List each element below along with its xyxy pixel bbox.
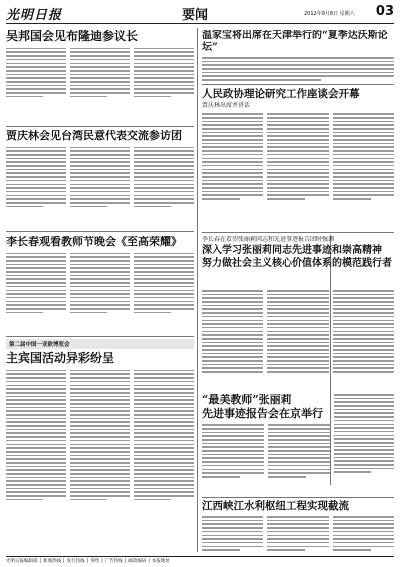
article-headline: 贾庆林会见台湾民意代表交流参访团 (6, 130, 182, 142)
article-headline: 人民政协理论研究工作座谈会开幕 (202, 88, 360, 100)
article-divider (202, 232, 394, 233)
article-cppcc-symposium (202, 88, 394, 230)
article-headline: 江西峡江水利枢纽工程实现截流 (202, 500, 349, 512)
newspaper-logo: 光明日报 (6, 8, 63, 23)
expo-box-title: 第二届中国一亚欧博览会 (6, 339, 194, 349)
article-headline: 吴邦国会见布隆迪参议长 (6, 30, 139, 43)
article-headline-line1: “最美教师”张丽莉 (202, 394, 292, 406)
article-body (6, 48, 194, 100)
article-subhead: 贾庆林出席并讲话 (202, 102, 251, 110)
article-body (202, 57, 394, 82)
article-jiangxi-hydro (202, 500, 394, 552)
article-wu-bangguo (6, 30, 194, 122)
column-divider (197, 28, 198, 552)
article-headline-line2: 努力做社会主义核心价值体系的模范践行者 (202, 257, 392, 269)
article-body (6, 370, 194, 503)
article-divider (6, 336, 194, 337)
article-body (6, 253, 194, 316)
article-kicker: 李长春在看望张丽莉同志和先进事迹报告团时强调 (202, 236, 335, 243)
article-body (202, 516, 394, 552)
article-headline-line2: 先进事迹报告会在京举行 (202, 406, 323, 420)
article-headline: 主宾国活动异彩纷呈 (6, 351, 115, 365)
article-headline-line1: 深入学习张丽莉同志先进事迹和崇高精神 (202, 245, 382, 257)
page-footer: 光明日报编辑部 │ 新闻热线 │ 发行热线 │ 零售 │ 广告热线 │ 邮政编码 │ 本报地址 (6, 556, 394, 564)
issue-date: 2012年9月8日 星期六 (304, 11, 355, 17)
page-number: 03 (375, 4, 394, 19)
article-body (202, 113, 394, 202)
article-zhang-lili-body (202, 290, 394, 390)
article-jia-qinglin-taiwan (6, 130, 194, 228)
article-headline: 李长春观看教师节晚会《至高荣耀》 (6, 236, 182, 248)
article-body (202, 290, 394, 375)
article-zhang-lili-main (202, 236, 394, 288)
article-headline: 温家宝将出席在天津举行的“夏季达沃斯论坛” (202, 30, 388, 53)
article-most-beautiful-teacher (202, 394, 330, 494)
article-body (6, 147, 194, 210)
article-divider (202, 84, 394, 85)
section-title: 要闻 (182, 8, 209, 23)
article-expo (6, 339, 194, 552)
article-li-changchun-gala (6, 236, 194, 332)
article-divider (6, 231, 194, 232)
article-divider (6, 126, 194, 127)
article-body (202, 424, 330, 479)
article-side-column (334, 394, 394, 486)
article-wen-jiabao-davos (202, 30, 394, 82)
page-masthead (6, 4, 394, 24)
article-divider (202, 497, 394, 498)
